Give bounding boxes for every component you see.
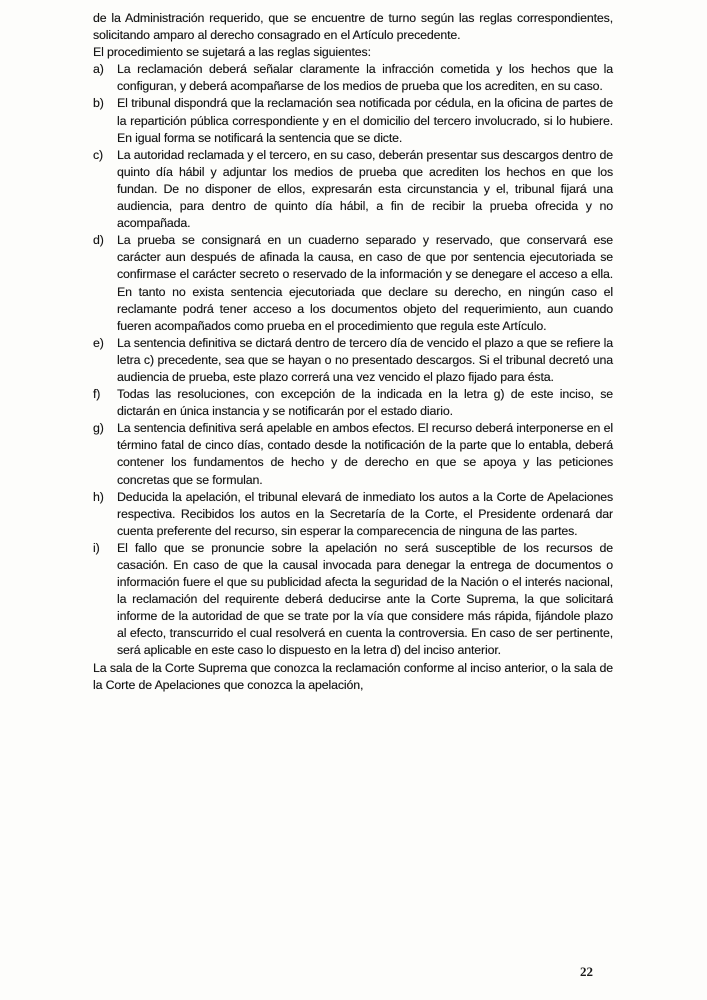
- rule-text: El fallo que se pronuncie sobre la apelación no será susceptible de los recursos de casación. En caso de que la causal invocada para denegar la entrega de documentos o información fuere el que su publicidad afecta la seguridad de la Nación o el interés nacional, la reclamación del requirente deberá deducirse ante la Corte Suprema, la que solicitará informe de la autoridad de que se trate por la vía que considere más rápida, fijándole plazo al efecto, transcurrido el cual resolverá en cuenta la controversia. En caso de ser pertinente, será aplicable en este caso lo dispuesto en la letra d) del inciso anterior.: [117, 540, 613, 658]
- rule-item-g: [93, 420, 613, 488]
- rule-letter: i): [93, 540, 100, 555]
- intro-paragraph: de la Administración requerido, que se encuentre de turno según las reglas correspondientes, solicitando amparo al derecho consagrado en el Artículo precedente.: [93, 11, 613, 43]
- rule-letter: b): [93, 96, 104, 111]
- rule-text: La prueba se consignará en un cuaderno separado y reservado, que conservará ese carácter aun después de afinada la causa, en caso de que por sentencia ejecutoriada se confirmase el carácter secreto o reservado de la información y se denegare el acceso a ella. En tanto no exista sentencia ejecutoriada que declare su derecho, en ningún caso el reclamante podrá tener acceso a los documentos objeto del requerimiento, aun cuando fueren acompañados como prueba en el procedimiento que regula este Artículo.: [117, 233, 613, 333]
- rule-text: La sentencia definitiva se dictará dentro de tercero día de vencido el plazo a que se refiere la letra c) precedente, sea que se hayan o no presentado descargos. Si el tribunal decretó una audiencia de prueba, este plazo correrá una vez vencido el plazo fijado para ésta.: [117, 335, 614, 384]
- rule-letter: g): [93, 421, 104, 436]
- rule-item-f: [93, 386, 613, 420]
- closing-paragraph: La sala de la Corte Suprema que conozca la reclamación conforme al inciso anterior, o la sala de la Corte de Apelaciones que conozca la apelación,: [93, 660, 613, 692]
- rule-letter: e): [93, 335, 104, 350]
- rule-text: Todas las resoluciones, con excepción de la indicada en la letra g) de este inciso, se dictarán en única instancia y se notificarán por el estado diario.: [117, 387, 613, 419]
- rule-text: La autoridad reclamada y el tercero, en su caso, deberán presentar sus descargos dentro de quinto día hábil y adjuntar los medios de prueba que acrediten los hechos en que los fundan. De no disponer de ellos, expresarán esta circunstancia y el, tribunal fijará una audiencia, para dentro de quinto día hábil, a fin de recibir la prueba ofrecida y no acompañada.: [117, 147, 613, 231]
- rules-list: [93, 61, 613, 659]
- rule-text: La reclamación deberá señalar claramente la infracción cometida y los hechos que la configuran, y deberá acompañarse de los medios de prueba que los acrediten, en su caso.: [117, 62, 613, 94]
- rule-letter: a): [93, 62, 104, 77]
- procedure-heading: El procedimiento se sujetará a las reglas siguientes:: [93, 45, 371, 60]
- rule-item-a: [93, 61, 613, 95]
- rule-item-b: [93, 95, 613, 146]
- rule-text: La sentencia definitiva será apelable en ambos efectos. El recurso deberá interponerse en el término fatal de cinco días, contado desde la notificación de la parte que lo entabla, deberá contener los fundamentos de hecho y de derecho en que se apoya y las peticiones concretas que se formulan.: [117, 421, 613, 487]
- rule-text: Deducida la apelación, el tribunal elevará de inmediato los autos a la Corte de Apelaciones respectiva. Recibidos los autos en la Secretaría de la Corte, el Presidente ordenará dar cuenta preferente del recurso, sin esperar la comparecencia de ninguna de las partes.: [117, 489, 613, 538]
- rule-letter: c): [93, 147, 104, 162]
- rule-item-d: [93, 232, 613, 335]
- rule-item-e: [93, 335, 613, 386]
- page-number: 22: [580, 964, 593, 979]
- rule-letter: h): [93, 489, 104, 504]
- rule-text: El tribunal dispondrá que la reclamación sea notificada por cédula, en la oficina de partes de la repartición pública correspondiente y en el domicilio del tercero involucrado, si lo hubiere. En igual forma se notificará la sentencia que se dicte.: [117, 96, 613, 145]
- rule-item-c: [93, 147, 613, 232]
- document-body: [93, 10, 613, 694]
- rule-item-h: [93, 489, 613, 540]
- rule-item-i: [93, 540, 613, 660]
- rule-letter: f): [93, 387, 101, 402]
- rule-letter: d): [93, 233, 104, 248]
